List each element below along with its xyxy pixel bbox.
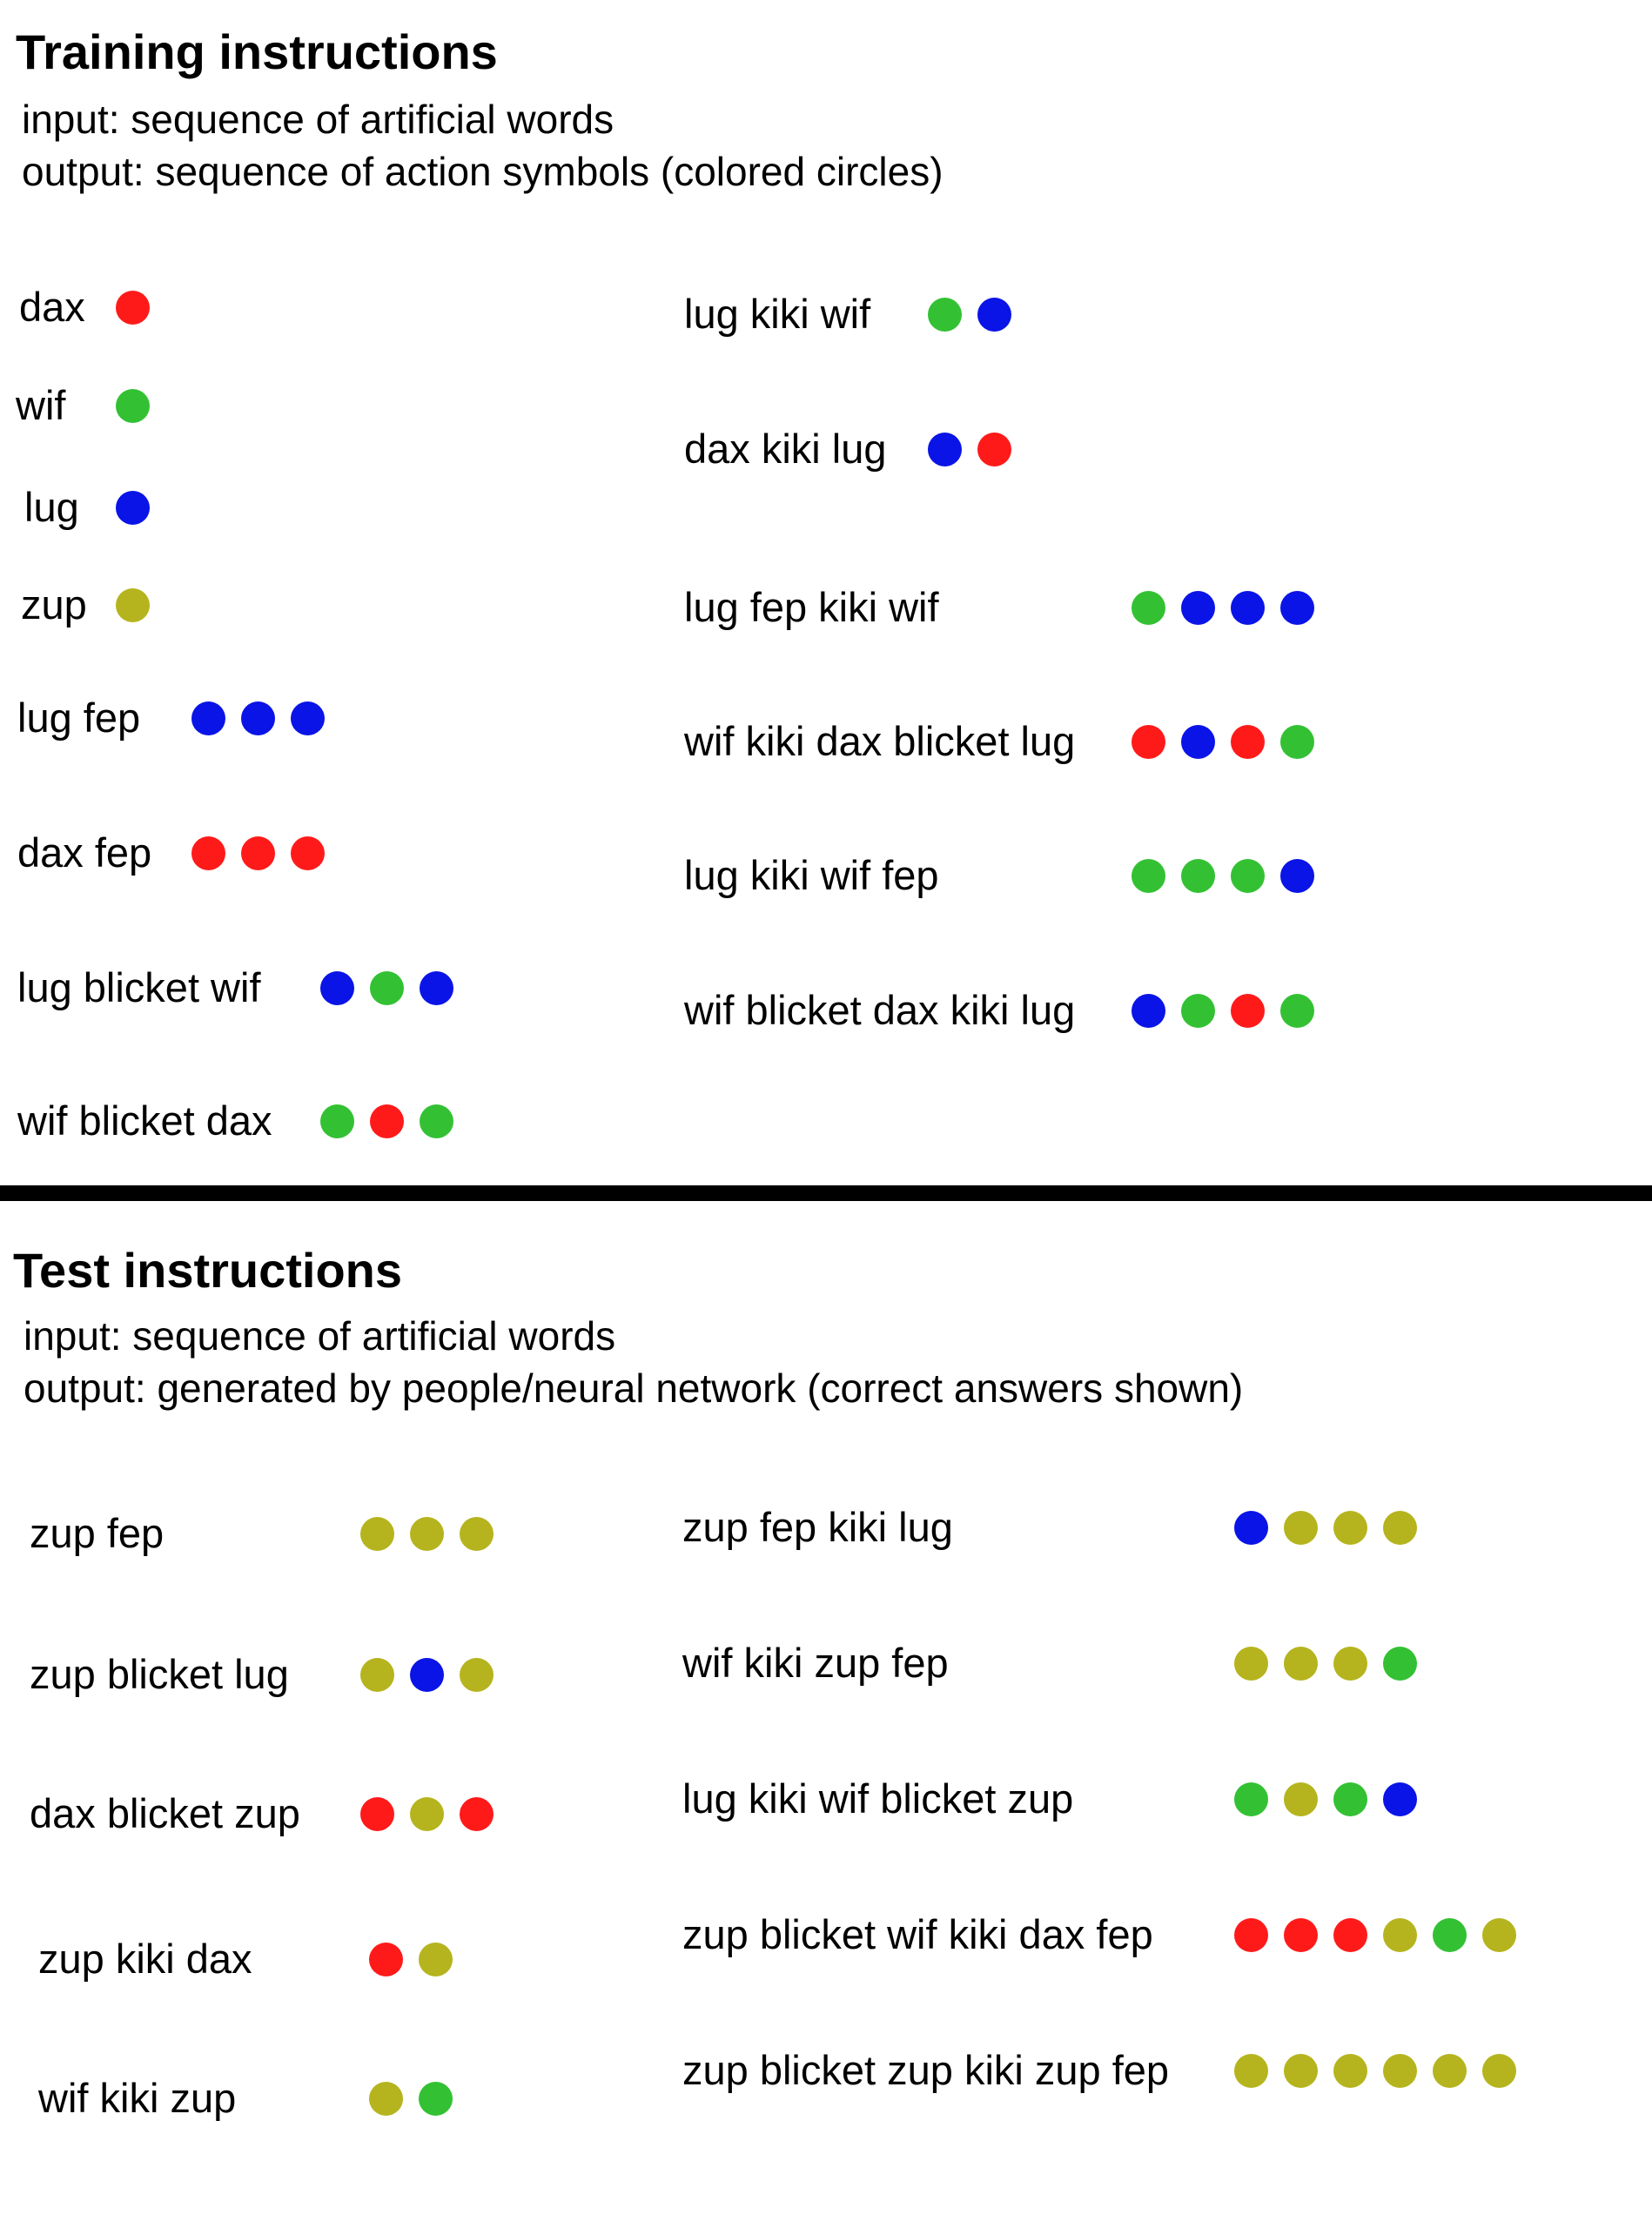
green-circle-icon <box>1234 1782 1268 1816</box>
action-sequence <box>1132 581 1330 634</box>
green-circle-icon <box>116 389 150 423</box>
blue-circle-icon <box>241 701 275 735</box>
test-example <box>682 1909 1153 1961</box>
olive-circle-icon <box>1383 2054 1417 2088</box>
red-circle-icon <box>1234 1918 1268 1952</box>
instruction-words: wif blicket dax <box>17 1097 272 1144</box>
action-sequence <box>1234 1773 1433 1825</box>
training-example <box>19 281 85 333</box>
green-circle-icon <box>1132 859 1165 893</box>
instruction-words: lug kiki wif <box>684 291 871 337</box>
instruction-words: wif kiki dax blicket lug <box>684 718 1076 764</box>
test-example <box>38 1933 252 1985</box>
training-example <box>21 579 87 631</box>
green-circle-icon <box>1280 725 1314 759</box>
green-circle-icon <box>1280 994 1314 1028</box>
green-circle-icon <box>1433 1918 1467 1952</box>
olive-circle-icon <box>1482 1918 1516 1952</box>
instruction-words: lug blicket wif <box>17 964 261 1010</box>
red-circle-icon <box>460 1797 494 1831</box>
training-example <box>24 481 79 534</box>
green-circle-icon <box>370 971 404 1005</box>
red-circle-icon <box>369 1943 403 1976</box>
instruction-words: lug fep <box>17 695 141 741</box>
blue-circle-icon <box>977 298 1011 332</box>
training-example <box>684 984 1076 1037</box>
olive-circle-icon <box>1284 1647 1318 1681</box>
blue-circle-icon <box>116 491 150 525</box>
blue-circle-icon <box>1132 994 1165 1028</box>
olive-circle-icon <box>360 1517 394 1551</box>
green-circle-icon <box>1383 1647 1417 1681</box>
section-divider <box>0 1185 1652 1201</box>
green-circle-icon <box>1333 1782 1367 1816</box>
instruction-words: zup blicket zup kiki zup fep <box>682 2047 1170 2093</box>
olive-circle-icon <box>1284 1511 1318 1545</box>
action-sequence <box>320 962 469 1014</box>
instruction-words: wif kiki zup fep <box>682 1640 949 1686</box>
action-sequence <box>116 379 165 432</box>
red-circle-icon <box>977 433 1011 466</box>
green-circle-icon <box>1132 591 1165 625</box>
training-example <box>684 715 1076 768</box>
action-sequence <box>320 1095 469 1147</box>
red-circle-icon <box>370 1104 404 1138</box>
training-example <box>16 379 66 432</box>
red-circle-icon <box>1333 1918 1367 1952</box>
training-example <box>684 423 887 475</box>
instruction-words: lug kiki wif fep <box>684 852 939 898</box>
olive-circle-icon <box>1333 1511 1367 1545</box>
action-sequence <box>928 288 1027 340</box>
red-circle-icon <box>116 291 150 325</box>
green-circle-icon <box>1231 859 1265 893</box>
olive-circle-icon <box>1383 1511 1417 1545</box>
red-circle-icon <box>1231 994 1265 1028</box>
olive-circle-icon <box>410 1517 444 1551</box>
test-example <box>682 1773 1074 1825</box>
instruction-words: zup fep kiki lug <box>682 1504 953 1550</box>
instruction-words: lug kiki wif blicket zup <box>682 1775 1074 1822</box>
action-sequence <box>116 579 165 631</box>
green-circle-icon <box>1181 994 1215 1028</box>
blue-circle-icon <box>191 701 225 735</box>
red-circle-icon <box>291 836 325 870</box>
action-sequence <box>191 692 340 744</box>
olive-circle-icon <box>419 1943 453 1976</box>
olive-circle-icon <box>1433 2054 1467 2088</box>
instruction-words: dax kiki lug <box>684 426 887 472</box>
training-example <box>17 692 141 744</box>
olive-circle-icon <box>1234 2054 1268 2088</box>
olive-circle-icon <box>369 2082 403 2116</box>
action-sequence <box>360 1648 509 1701</box>
test-example <box>682 1637 949 1689</box>
action-sequence <box>1132 849 1330 902</box>
olive-circle-icon <box>460 1517 494 1551</box>
red-circle-icon <box>1284 1918 1318 1952</box>
action-sequence <box>1234 1909 1532 1961</box>
blue-circle-icon <box>1181 725 1215 759</box>
instruction-words: lug <box>24 484 79 530</box>
action-sequence <box>116 481 165 534</box>
training-example <box>17 1095 272 1147</box>
green-circle-icon <box>1181 859 1215 893</box>
blue-circle-icon <box>1280 591 1314 625</box>
olive-circle-icon <box>1482 2054 1516 2088</box>
test-example <box>38 2072 237 2124</box>
action-sequence <box>360 1788 509 1840</box>
red-circle-icon <box>1231 725 1265 759</box>
action-sequence <box>1132 984 1330 1037</box>
red-circle-icon <box>241 836 275 870</box>
blue-circle-icon <box>420 971 453 1005</box>
blue-circle-icon <box>410 1658 444 1692</box>
blue-circle-icon <box>1234 1511 1268 1545</box>
instruction-words: dax <box>19 284 85 330</box>
training-example <box>684 288 871 340</box>
action-sequence <box>1234 1501 1433 1554</box>
instruction-words: wif <box>16 382 66 428</box>
action-sequence <box>369 2072 468 2124</box>
action-sequence <box>1132 715 1330 768</box>
action-sequence <box>116 281 165 333</box>
instruction-words: wif kiki zup <box>38 2075 237 2121</box>
training-output-line: output: sequence of action symbols (colored circles) <box>22 149 944 194</box>
olive-circle-icon <box>1333 1647 1367 1681</box>
action-sequence <box>360 1507 509 1560</box>
blue-circle-icon <box>1280 859 1314 893</box>
instruction-words: dax blicket zup <box>30 1790 300 1836</box>
test-input-line: input: sequence of artificial words <box>24 1313 616 1359</box>
olive-circle-icon <box>410 1797 444 1831</box>
green-circle-icon <box>419 2082 453 2116</box>
action-sequence <box>928 423 1027 475</box>
training-example <box>17 962 261 1014</box>
olive-circle-icon <box>360 1658 394 1692</box>
instruction-words: dax fep <box>17 829 152 876</box>
action-sequence <box>1234 2044 1532 2097</box>
red-circle-icon <box>1132 725 1165 759</box>
training-example <box>684 849 939 902</box>
olive-circle-icon <box>460 1658 494 1692</box>
red-circle-icon <box>191 836 225 870</box>
olive-circle-icon <box>1284 1782 1318 1816</box>
instruction-words: lug fep kiki wif <box>684 584 939 630</box>
green-circle-icon <box>928 298 962 332</box>
test-output-line: output: generated by people/neural network (correct answers shown) <box>24 1366 1244 1411</box>
instruction-words: zup kiki dax <box>38 1936 252 1982</box>
action-sequence <box>1234 1637 1433 1689</box>
blue-circle-icon <box>1181 591 1215 625</box>
green-circle-icon <box>420 1104 453 1138</box>
action-sequence <box>369 1933 468 1985</box>
olive-circle-icon <box>1383 1918 1417 1952</box>
instruction-words: zup blicket lug <box>30 1651 289 1697</box>
training-example <box>684 581 939 634</box>
blue-circle-icon <box>320 971 354 1005</box>
test-example <box>682 1501 953 1554</box>
training-title: Training instructions <box>16 24 498 79</box>
instruction-words: zup blicket wif kiki dax fep <box>682 1911 1153 1957</box>
test-example <box>682 2044 1170 2097</box>
blue-circle-icon <box>928 433 962 466</box>
olive-circle-icon <box>1234 1647 1268 1681</box>
olive-circle-icon <box>116 588 150 622</box>
olive-circle-icon <box>1284 2054 1318 2088</box>
instruction-words: zup <box>21 581 87 627</box>
training-input-line: input: sequence of artificial words <box>22 97 614 142</box>
olive-circle-icon <box>1333 2054 1367 2088</box>
green-circle-icon <box>320 1104 354 1138</box>
blue-circle-icon <box>291 701 325 735</box>
test-title: Test instructions <box>13 1243 403 1298</box>
action-sequence <box>191 827 340 879</box>
instruction-words: zup fep <box>30 1510 165 1556</box>
training-example <box>17 827 152 879</box>
instruction-words: wif blicket dax kiki lug <box>684 987 1076 1033</box>
blue-circle-icon <box>1231 591 1265 625</box>
blue-circle-icon <box>1383 1782 1417 1816</box>
red-circle-icon <box>360 1797 394 1831</box>
